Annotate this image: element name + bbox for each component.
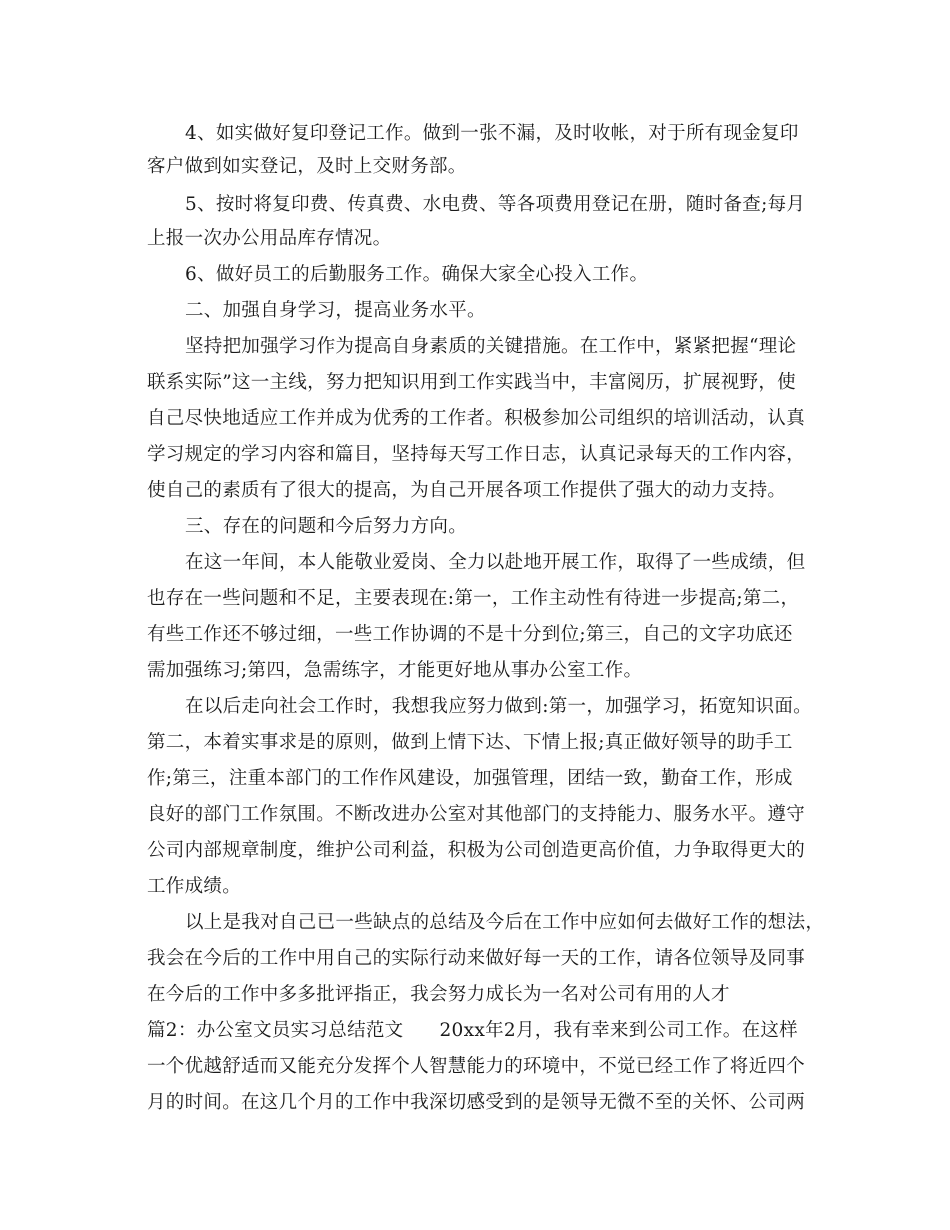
text-line: 我会在今后的工作中用自己的实际行动来做好每一天的工作，请各位领导及同事 bbox=[147, 948, 806, 969]
text-line: 6、做好员工的后勤服务工作。确保大家全心投入工作。 bbox=[185, 264, 649, 285]
text-line: 月的时间。在这几个月的工作中我深切感受到的是领导无微不至的关怀、公司两 bbox=[147, 1092, 806, 1113]
text-line: 学习规定的学习内容和篇目，坚持每天写工作日志，认真记录每天的工作内容， bbox=[147, 444, 806, 465]
article-heading-line bbox=[147, 1020, 798, 1042]
text-line: 公司内部规章制度，维护公司利益，积极为公司创造更高价值，力争取得更大的 bbox=[147, 840, 806, 861]
text-line: 一个优越舒适而又能充分发挥个人智慧能力的环境中，不觉已经工作了将近四个 bbox=[147, 1056, 806, 1077]
text-line: 也存在一些问题和不足，主要表现在:第一，工作主动性有待进一步提高;第二， bbox=[147, 588, 800, 609]
text-line: 上报一次办公用品库存情况。 bbox=[147, 228, 392, 249]
text-line: 5、按时将复印费、传真费、水电费、等各项费用登记在册，随时备查;每月 bbox=[185, 194, 806, 215]
text-line: 联系实际”这一主线，努力把知识用到工作实践当中，丰富阅历，扩展视野，使 bbox=[147, 372, 796, 393]
text-line: 作;第三，注重本部门的工作作风建设，加强管理，团结一致，勤奋工作，形成 bbox=[147, 768, 793, 789]
text-line: 自己尽快地适应工作并成为优秀的工作者。积极参加公司组织的培训活动，认真 bbox=[147, 408, 806, 429]
text-line: 有些工作还不够过细，一些工作协调的不是十分到位;第三，自己的文字功底还 bbox=[147, 624, 793, 645]
text-line: 在这一年间，本人能敬业爱岗、全力以赴地开展工作，取得了一些成绩，但 bbox=[185, 552, 806, 573]
text-line: 第二，本着实事求是的原则，做到上情下达、下情上报;真正做好领导的助手工 bbox=[147, 732, 793, 753]
text-line: 在今后的工作中多多批评指正，我会努力成长为一名对公司有用的人才 bbox=[147, 984, 730, 1005]
section-heading: 三、存在的问题和今后努力方向。 bbox=[185, 516, 468, 537]
text-line: 坚持把加强学习作为提高自身素质的关键措施。在工作中，紧紧把握“理论 bbox=[185, 336, 797, 357]
article-heading: 篇2：办公室文员实习总结范文 bbox=[147, 1020, 404, 1041]
text-line: 需加强练习;第四，急需练字，才能更好地从事办公室工作。 bbox=[147, 660, 643, 681]
text-line: 在以后走向社会工作时，我想我应努力做到:第一，加强学习，拓宽知识面。 bbox=[185, 696, 812, 717]
article-heading-continuation: 20xx年2月，我有幸来到公司工作。在这样 bbox=[439, 1020, 798, 1041]
text-line: 4、如实做好复印登记工作。做到一张不漏，及时收帐，对于所有现金复印 bbox=[185, 123, 799, 144]
text-line: 客户做到如实登记，及时上交财务部。 bbox=[147, 156, 467, 177]
text-line: 以上是我对自己已一些缺点的总结及今后在工作中应如何去做好工作的想法， bbox=[185, 912, 825, 933]
text-line: 工作成绩。 bbox=[147, 876, 242, 897]
section-heading: 二、加强自身学习，提高业务水平。 bbox=[185, 300, 486, 321]
text-line: 使自己的素质有了很大的提高，为自己开展各项工作提供了强大的动力支持。 bbox=[147, 480, 787, 501]
text-line: 良好的部门工作氛围。不断改进办公室对其他部门的支持能力、服务水平。遵守 bbox=[147, 804, 806, 825]
